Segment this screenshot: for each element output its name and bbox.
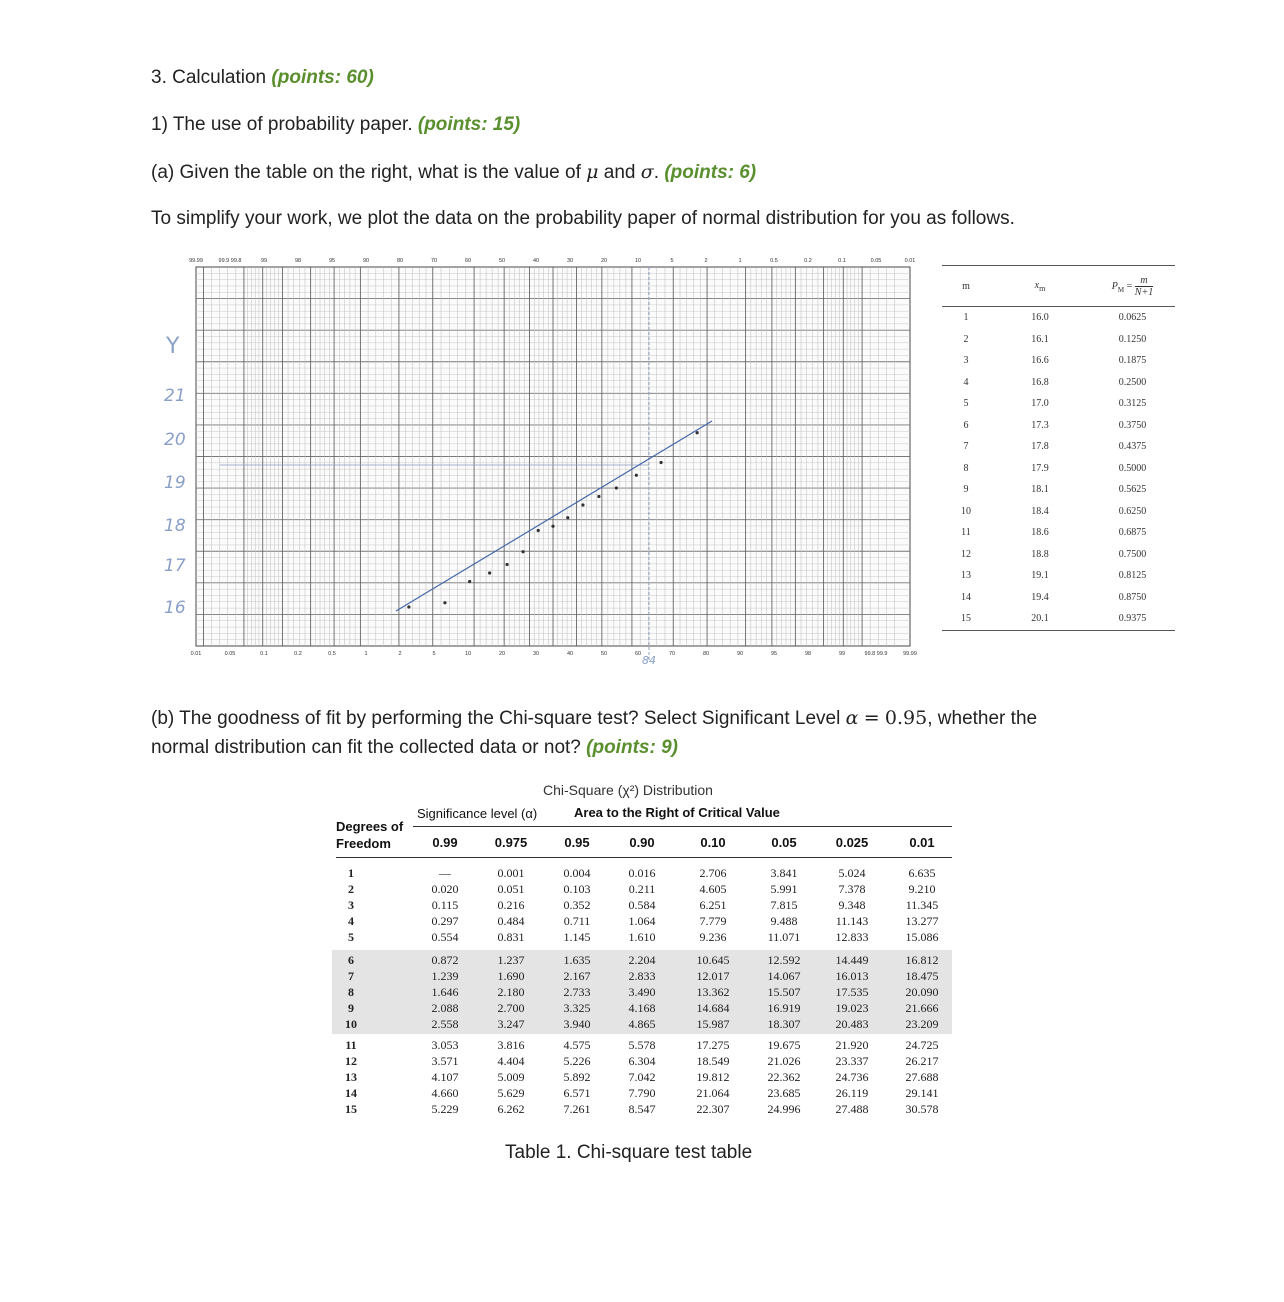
tick-label: 30 bbox=[566, 258, 574, 264]
chi-value-column: 1.635 2.167 2.733 3.325 3.940 bbox=[563, 953, 591, 1031]
tick-label: 70 bbox=[430, 258, 438, 264]
chi-value-column: 0.016 0.211 0.584 1.064 1.610 bbox=[628, 866, 656, 944]
tick-label: 2 bbox=[704, 258, 708, 264]
chi-value-column: 24.725 26.217 27.688 29.141 30.578 bbox=[905, 1038, 939, 1116]
data-table-cell-p: 0.7500 bbox=[1118, 548, 1147, 560]
bottom-tick-labels bbox=[191, 651, 917, 657]
chi-value-column: 3.053 3.571 4.107 4.660 5.229 bbox=[431, 1038, 459, 1116]
data-table-row bbox=[942, 479, 1175, 501]
data-table-cell-m: 8 bbox=[963, 462, 969, 474]
tick-label: 40 bbox=[566, 651, 574, 657]
data-table-cell-x: 19.4 bbox=[1031, 591, 1049, 603]
chi-dof-label: Degrees of Freedom bbox=[336, 819, 404, 851]
tick-label: 0.5 bbox=[770, 258, 778, 264]
chi-value-column: 5.024 7.378 9.348 11.143 12.833 bbox=[835, 866, 869, 944]
data-table-row bbox=[942, 587, 1175, 609]
handwritten-y: Y bbox=[166, 334, 180, 359]
alpha-value: 0.95 bbox=[884, 707, 928, 729]
handwritten-level: 20 bbox=[164, 430, 186, 450]
data-point bbox=[505, 563, 508, 566]
section-points: (points: 60) bbox=[271, 67, 374, 88]
tick-label: 0.2 bbox=[804, 258, 812, 264]
data-table-row bbox=[942, 436, 1175, 458]
data-table-cell-p: 0.1875 bbox=[1118, 355, 1147, 367]
tick-label: 40 bbox=[532, 258, 540, 264]
sigma-symbol: σ bbox=[640, 161, 654, 183]
chi-value-column: 21.920 23.337 24.736 26.119 27.488 bbox=[835, 1038, 869, 1116]
tick-label: 90 bbox=[362, 258, 370, 264]
header-xm: $x_m$ bbox=[1034, 279, 1046, 293]
data-table-cell-p: 0.1250 bbox=[1118, 333, 1147, 345]
chi-value-column: 0.004 0.103 0.352 0.711 1.145 bbox=[563, 866, 591, 944]
chi-header-rule bbox=[413, 826, 952, 827]
chi-value-column: 1.237 1.690 2.180 2.700 3.247 bbox=[497, 953, 525, 1031]
data-table-cell-p: 0.8125 bbox=[1118, 570, 1147, 582]
data-table-cell-p: 0.4375 bbox=[1118, 441, 1147, 453]
tick-label: 60 bbox=[464, 258, 472, 264]
data-table-row bbox=[942, 565, 1175, 587]
chi-value-column: 16.812 18.475 20.090 21.666 23.209 bbox=[905, 953, 939, 1031]
header-m: m bbox=[962, 280, 970, 292]
tick-label: 0.5 bbox=[328, 651, 336, 657]
chi-value-column: 12.592 14.067 15.507 16.919 18.307 bbox=[767, 953, 801, 1031]
data-table-cell-m: 2 bbox=[963, 333, 969, 345]
data-table-cell-p: 0.2500 bbox=[1118, 376, 1147, 388]
data-point bbox=[659, 461, 662, 464]
simplify-instruction: To simplify your work, we plot the data on the probability paper of normal distribution for you as follows. bbox=[151, 208, 1015, 229]
handwritten-level: 19 bbox=[164, 473, 186, 493]
data-table-cell-m: 13 bbox=[961, 570, 971, 582]
handwritten-level: 17 bbox=[164, 556, 186, 576]
equals-sign: = bbox=[863, 707, 880, 729]
data-table-cell-x: 16.6 bbox=[1031, 355, 1049, 367]
and-word: and bbox=[603, 162, 636, 183]
data-point bbox=[537, 529, 540, 532]
tick-label: 0.05 bbox=[870, 258, 882, 264]
chi-value-column: 3.841 5.991 7.815 9.488 11.071 bbox=[767, 866, 801, 944]
data-table-cell-x: 20.1 bbox=[1031, 613, 1049, 625]
question-a-text: (a) Given the table on the right, what is the value of bbox=[151, 162, 581, 183]
top-tick-labels bbox=[189, 258, 915, 264]
subsection-title: 1) The use of probability paper. bbox=[151, 114, 413, 135]
chi-value-column: 0.001 0.051 0.216 0.484 0.831 bbox=[497, 866, 525, 944]
chi-alpha-headers bbox=[0, 835, 1284, 853]
data-point bbox=[696, 431, 699, 434]
handwritten-level: 16 bbox=[164, 598, 186, 618]
tick-label: 90 bbox=[736, 651, 744, 657]
tick-label: 80 bbox=[396, 258, 404, 264]
data-point bbox=[488, 571, 491, 574]
chi-dof-column: 11 12 13 14 15 bbox=[345, 1038, 357, 1116]
tick-label: 60 bbox=[634, 651, 642, 657]
tick-label: 5 bbox=[670, 258, 674, 264]
data-point bbox=[615, 486, 618, 489]
question-a-points: (points: 6) bbox=[664, 162, 757, 183]
data-table-cell-p: 0.5625 bbox=[1118, 484, 1147, 496]
tick-label: 99.9 99.8 bbox=[218, 258, 242, 264]
handwritten-84: 84 bbox=[642, 654, 656, 667]
tick-label: 99.99 bbox=[189, 258, 203, 264]
tick-label: 0.2 bbox=[294, 651, 302, 657]
data-table-row bbox=[942, 415, 1175, 437]
chi-value-column: 2.706 4.605 6.251 7.779 9.236 bbox=[699, 866, 727, 944]
data-point bbox=[581, 503, 584, 506]
data-table-cell-m: 7 bbox=[963, 441, 969, 453]
chi-table-title: Chi-Square (χ²) Distribution bbox=[543, 782, 713, 798]
chi-alpha-header: 0.90 bbox=[629, 835, 655, 850]
data-point bbox=[597, 495, 600, 498]
tick-label: 5 bbox=[432, 651, 436, 657]
data-table-cell-p: 0.3125 bbox=[1118, 398, 1147, 410]
tick-label: 99.8 99.9 bbox=[864, 651, 888, 657]
tick-label: 20 bbox=[498, 651, 506, 657]
tick-label: 30 bbox=[532, 651, 540, 657]
pm-fraction: $\frac{m}{N+1}$ bbox=[1134, 274, 1154, 298]
data-table bbox=[942, 265, 1175, 631]
data-table-cell-p: 0.0625 bbox=[1118, 312, 1147, 324]
data-table-cell-x: 17.0 bbox=[1031, 398, 1049, 410]
data-table-cell-x: 19.1 bbox=[1031, 570, 1049, 582]
data-table-cell-m: 10 bbox=[961, 505, 971, 517]
data-table-cell-m: 15 bbox=[961, 613, 971, 625]
tick-label: 99 bbox=[260, 258, 268, 264]
data-table-row bbox=[942, 307, 1175, 329]
chi-body-rule bbox=[336, 857, 952, 858]
data-table-body bbox=[942, 307, 1175, 631]
data-table-row bbox=[942, 458, 1175, 480]
data-point bbox=[443, 601, 446, 604]
chi-value-column: 5.578 6.304 7.042 7.790 8.547 bbox=[628, 1038, 656, 1116]
data-table-cell-x: 16.8 bbox=[1031, 376, 1049, 388]
data-table-row bbox=[942, 608, 1175, 630]
question-a bbox=[151, 160, 756, 185]
data-table-cell-x: 18.4 bbox=[1031, 505, 1049, 517]
tick-label: 10 bbox=[634, 258, 642, 264]
chi-significance-label: Significance level (α) bbox=[417, 806, 538, 821]
question-b-points: (points: 9) bbox=[586, 737, 678, 758]
chi-alpha-header: 0.975 bbox=[494, 835, 528, 850]
data-point bbox=[521, 550, 524, 553]
table-caption: Table 1. Chi-square test table bbox=[505, 1142, 753, 1163]
question-b-line2 bbox=[151, 736, 678, 760]
tick-label: 0.1 bbox=[260, 651, 268, 657]
data-table-cell-x: 16.0 bbox=[1031, 312, 1049, 324]
chi-value-column: 2.204 2.833 3.490 4.168 4.865 bbox=[628, 953, 656, 1031]
data-table-cell-x: 17.3 bbox=[1031, 419, 1049, 431]
data-table-row bbox=[942, 329, 1175, 351]
chi-value-column: — 0.020 0.115 0.297 0.554 bbox=[431, 866, 459, 944]
question-b-text-2: normal distribution can fit the collected data or not? bbox=[151, 737, 581, 758]
data-table-row bbox=[942, 372, 1175, 394]
data-table-cell-p: 0.9375 bbox=[1118, 613, 1147, 625]
data-table-cell-m: 5 bbox=[963, 398, 969, 410]
chi-alpha-header: 0.025 bbox=[835, 835, 869, 850]
data-table-cell-p: 0.8750 bbox=[1118, 591, 1147, 603]
tick-label: 70 bbox=[668, 651, 676, 657]
probability-grid bbox=[196, 267, 910, 660]
chi-dof-column: 6 7 8 9 10 bbox=[345, 953, 357, 1031]
data-table-cell-p: 0.5000 bbox=[1118, 462, 1147, 474]
tick-label: 1 bbox=[738, 258, 742, 264]
tick-label: 2 bbox=[398, 651, 402, 657]
tick-label: 50 bbox=[600, 651, 608, 657]
question-b-line1 bbox=[151, 706, 1037, 731]
section-title: 3. Calculation bbox=[151, 67, 267, 88]
chi-value-column: 17.275 18.549 19.812 21.064 22.307 bbox=[696, 1038, 730, 1116]
chi-value-column: 6.635 9.210 11.345 13.277 15.086 bbox=[905, 866, 939, 944]
data-table-cell-m: 4 bbox=[963, 376, 969, 388]
tick-label: 98 bbox=[294, 258, 302, 264]
chi-dof-column: 1 2 3 4 5 bbox=[348, 866, 354, 944]
tick-label: 95 bbox=[328, 258, 336, 264]
data-table-cell-p: 0.3750 bbox=[1118, 419, 1147, 431]
question-b-text: (b) The goodness of fit by performing the Chi-square test? Select Significant Level bbox=[151, 708, 841, 729]
data-table-row bbox=[942, 544, 1175, 566]
chi-alpha-header: 0.01 bbox=[909, 835, 935, 850]
chi-value-column: 10.645 12.017 13.362 14.684 15.987 bbox=[696, 953, 730, 1031]
tick-label: 99.99 bbox=[903, 651, 917, 657]
subsection-heading bbox=[151, 113, 520, 137]
data-table-row bbox=[942, 501, 1175, 523]
data-point bbox=[407, 605, 410, 608]
chi-alpha-header: 0.99 bbox=[432, 835, 458, 850]
chi-value-column: 4.575 5.226 5.892 6.571 7.261 bbox=[563, 1038, 591, 1116]
data-table-cell-x: 17.9 bbox=[1031, 462, 1049, 474]
tick-label: 0.01 bbox=[190, 651, 202, 657]
chi-value-column: 3.816 4.404 5.009 5.629 6.262 bbox=[497, 1038, 525, 1116]
tick-label: 95 bbox=[770, 651, 778, 657]
data-table-row bbox=[942, 350, 1175, 372]
mu-symbol: μ bbox=[586, 161, 599, 183]
alpha-symbol: α bbox=[845, 707, 859, 729]
header-pm: $P_M$ = $\frac{m}{N+1}$ bbox=[1111, 274, 1154, 298]
tick-label: 0.01 bbox=[904, 258, 916, 264]
data-table-cell-m: 3 bbox=[963, 355, 969, 367]
tick-label: 20 bbox=[600, 258, 608, 264]
data-table-cell-m: 6 bbox=[963, 419, 969, 431]
data-table-cell-m: 9 bbox=[963, 484, 969, 496]
data-table-cell-x: 16.1 bbox=[1031, 333, 1049, 345]
chi-value-column: 0.872 1.239 1.646 2.088 2.558 bbox=[431, 953, 459, 1031]
chi-alpha-header: 0.10 bbox=[700, 835, 726, 850]
tick-label: 0.1 bbox=[838, 258, 846, 264]
question-a-period: . bbox=[653, 162, 660, 183]
chi-alpha-header: 0.05 bbox=[771, 835, 797, 850]
subsection-points: (points: 15) bbox=[417, 114, 521, 135]
data-point bbox=[566, 516, 569, 519]
data-table-cell-m: 1 bbox=[963, 312, 969, 324]
data-table-cell-x: 18.6 bbox=[1031, 527, 1049, 539]
tick-label: 1 bbox=[364, 651, 368, 657]
data-table-cell-x: 18.1 bbox=[1031, 484, 1049, 496]
tick-label: 50 bbox=[498, 258, 506, 264]
data-table-cell-m: 12 bbox=[961, 548, 971, 560]
chi-alpha-header: 0.95 bbox=[564, 835, 590, 850]
data-table-header bbox=[942, 266, 1175, 307]
data-table-cell-x: 18.8 bbox=[1031, 548, 1049, 560]
tick-label: 80 bbox=[702, 651, 710, 657]
data-table-row bbox=[942, 522, 1175, 544]
data-point bbox=[551, 525, 554, 528]
data-table-cell-m: 14 bbox=[961, 591, 971, 603]
handwritten-level: 18 bbox=[164, 516, 186, 536]
chi-value-column: 14.449 16.013 17.535 19.023 20.483 bbox=[835, 953, 869, 1031]
tick-label: 99 bbox=[838, 651, 846, 657]
data-table-cell-m: 11 bbox=[961, 527, 971, 539]
data-table-cell-p: 0.6875 bbox=[1118, 527, 1147, 539]
data-table-row bbox=[942, 393, 1175, 415]
chi-value-column: 19.675 21.026 22.362 23.685 24.996 bbox=[767, 1038, 801, 1116]
question-b-suffix: , whether the bbox=[927, 708, 1038, 729]
handwritten-level: 21 bbox=[164, 386, 186, 406]
data-point bbox=[635, 474, 638, 477]
data-point bbox=[468, 580, 471, 583]
data-table-cell-p: 0.6250 bbox=[1118, 505, 1147, 517]
data-table-cell-x: 17.8 bbox=[1031, 441, 1049, 453]
section-heading bbox=[151, 66, 374, 90]
tick-label: 98 bbox=[804, 651, 812, 657]
chi-area-label: Area to the Right of Critical Value bbox=[574, 805, 780, 820]
probability-paper bbox=[160, 253, 920, 667]
tick-label: 0.05 bbox=[224, 651, 236, 657]
tick-label: 10 bbox=[464, 651, 472, 657]
